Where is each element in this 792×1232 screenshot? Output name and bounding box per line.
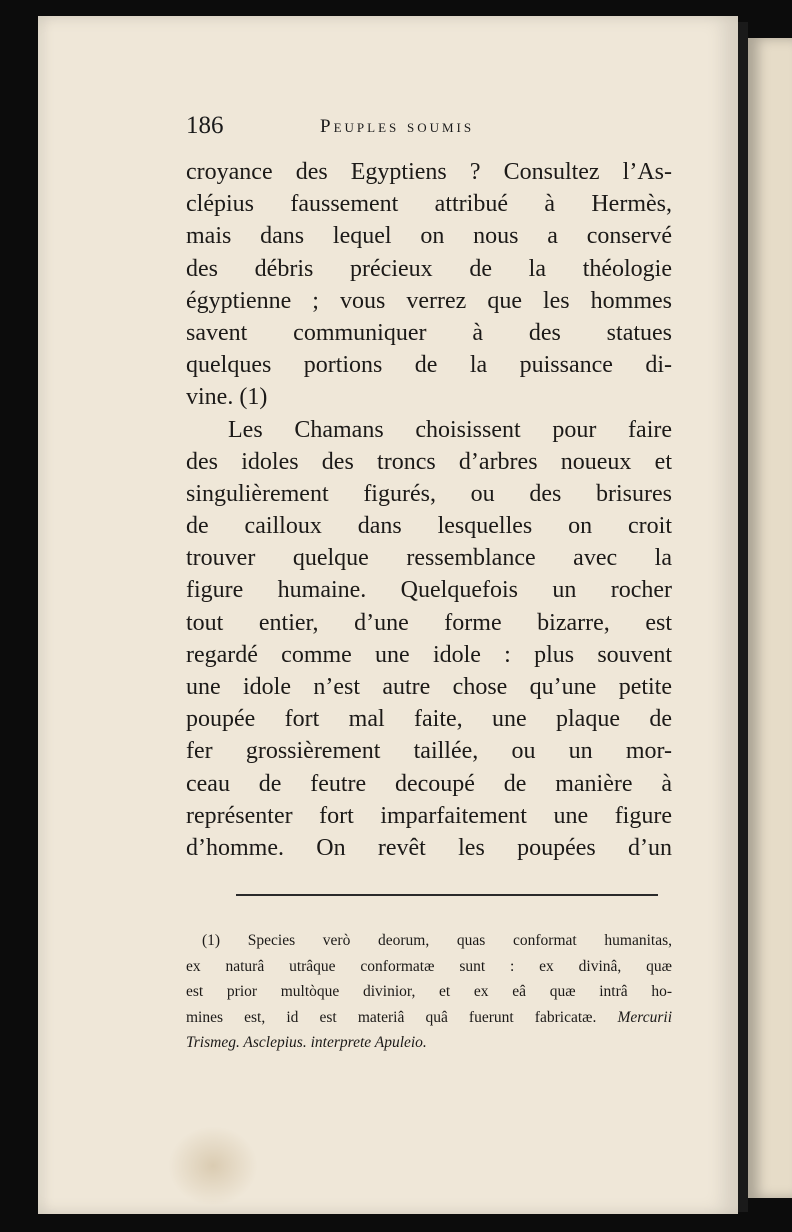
- text-line: trouver quelque ressemblance avec la: [186, 545, 672, 572]
- footnote-line: (1) Species verò deorum, quas conformat humanitas,: [202, 932, 672, 949]
- footnote-line: est prior multòque divinior, et ex eâ quæ intrâ ho-: [186, 983, 672, 1000]
- text-line: figure humaine. Quelquefois un rocher: [186, 577, 672, 604]
- footnote-line-with-citation: [186, 1005, 672, 1031]
- text-line: fer grossièrement taillée, ou un mor-: [186, 738, 672, 765]
- footnote-citation-line: Trismeg. Asclepius. interprete Apuleio.: [186, 1034, 427, 1051]
- text-line: de cailloux dans lesquelles on croit: [186, 513, 672, 540]
- footnote-line-text: mines est, id est materiâ quâ fuerunt fabricatæ.: [186, 1008, 597, 1026]
- text-line: clépius faussement attribué à Hermès,: [186, 191, 672, 218]
- text-line: croyance des Egyptiens ? Consultez l’As-: [186, 159, 672, 185]
- text-line: ceau de feutre decoupé de manière à: [186, 770, 672, 797]
- footnote-line: ex naturâ utrâque conformatæ sunt : ex divinâ, quæ: [186, 957, 672, 975]
- main-text-block: [186, 156, 672, 864]
- text-line: égyptienne ; vous verrez que les hommes: [186, 287, 672, 314]
- footnote-block: [186, 928, 672, 1056]
- text-line: mais dans lequel on nous a conservé: [186, 223, 672, 250]
- text-line: singulièrement figurés, ou des brisures: [186, 480, 672, 507]
- running-title: Peuples soumis: [320, 116, 475, 137]
- text-line: savent communiquer à des statues: [186, 319, 672, 346]
- text-line: quelques portions de la puissance di-: [186, 352, 672, 379]
- page-number: 186: [186, 112, 224, 139]
- text-line: vine. (1): [186, 384, 268, 411]
- footnote-citation: Mercurii: [617, 1008, 673, 1026]
- text-line: Les Chamans choisissent pour faire: [228, 416, 672, 443]
- text-line: des débris précieux de la théologie: [186, 255, 672, 282]
- footnote-separator: [236, 894, 658, 896]
- text-line: poupée fort mal faite, une plaque de: [186, 706, 672, 733]
- text-line: d’homme. On revêt les poupées d’un: [186, 834, 672, 861]
- book-gutter: [738, 22, 748, 1212]
- text-line: tout entier, d’une forme bizarre, est: [186, 609, 672, 636]
- text-line: représenter fort imparfaitement une figure: [186, 802, 672, 829]
- text-line: des idoles des troncs d’arbres noueux et: [186, 448, 672, 475]
- text-line: une idole n’est autre chose qu’une petite: [186, 674, 672, 700]
- running-header: [186, 112, 672, 144]
- text-line: regardé comme une idole : plus souvent: [186, 641, 672, 668]
- paper-stain: [168, 1126, 258, 1206]
- facing-page-edge: [748, 38, 792, 1198]
